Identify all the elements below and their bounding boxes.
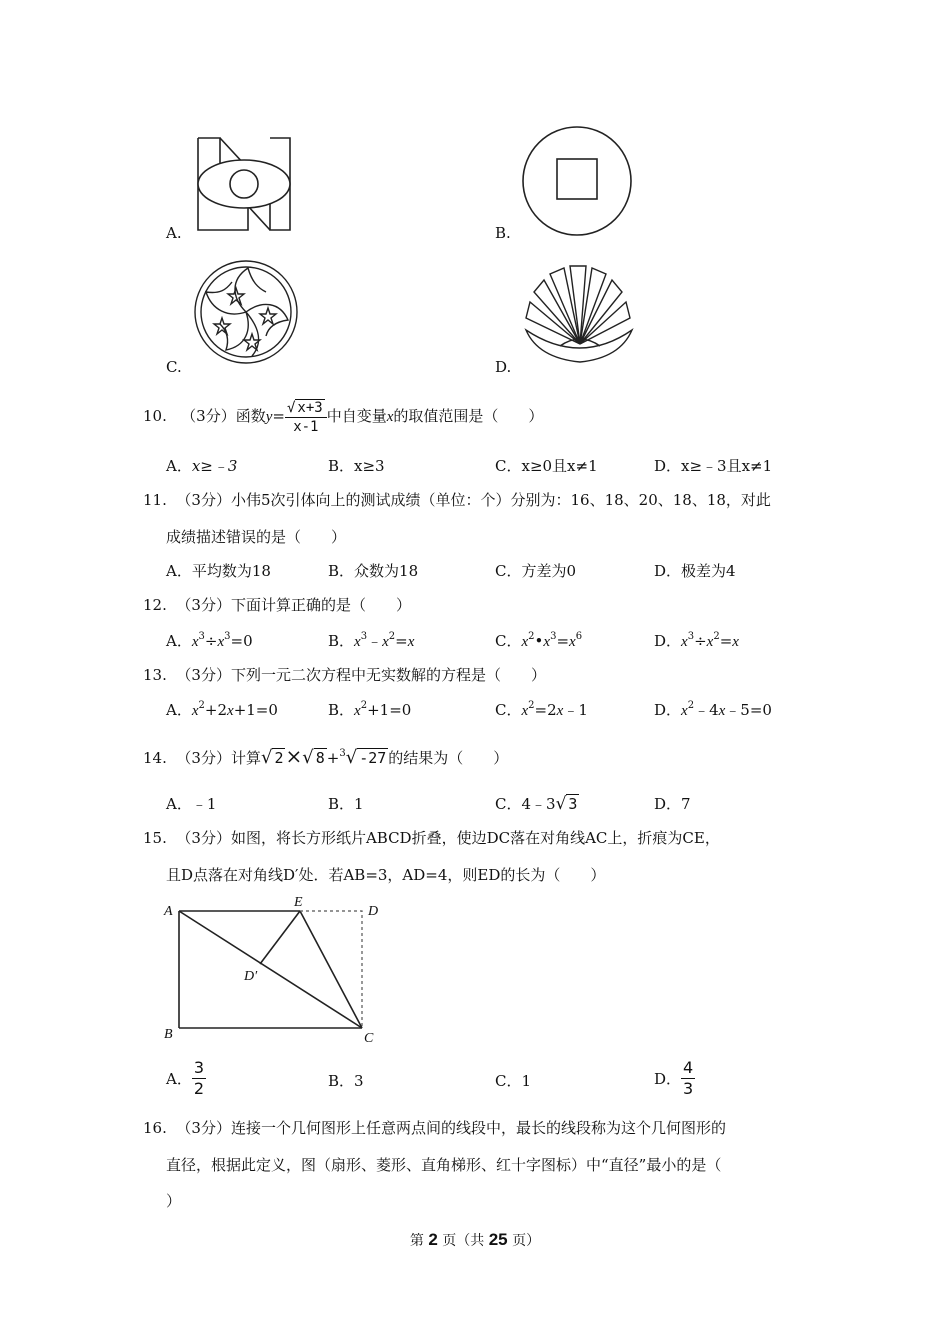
vertex-d-label: D bbox=[368, 904, 379, 919]
question-15: 15. （3分）如图，将长方形纸片ABCD折叠，使边DC落在对角线AC上，折痕为CE， bbox=[143, 829, 720, 847]
vertex-c-label: C bbox=[364, 1031, 374, 1046]
q13-option-b: B．$x^2+1=0$ bbox=[328, 700, 412, 719]
circle-square-coin-icon bbox=[520, 124, 634, 238]
q13-option-d: D．$x^2﹣4x﹣5=0$ bbox=[654, 700, 772, 719]
q14-option-c: C．4﹣3√ 3 bbox=[495, 794, 578, 814]
question-11-line2: 成绩描述错误的是（ ） bbox=[166, 528, 347, 546]
q11-option-b: B．众数为18 bbox=[328, 562, 419, 580]
vertex-e-label: E bbox=[294, 896, 303, 910]
q11-option-d: D．极差为4 bbox=[654, 562, 736, 580]
question-16: 16. （3分）连接一个几何图形上任意两点间的线段中，最长的线段称为这个几何图形的 bbox=[143, 1119, 726, 1137]
question-11: 11. （3分）小伟5次引体向上的测试成绩（单位：个）分别为：16、18、20、18、18，对此 bbox=[143, 491, 771, 509]
q9-option-a-label: A. bbox=[166, 224, 182, 242]
q12-option-c: C．$x^2•x^3=x^6$ bbox=[495, 631, 583, 650]
q10-option-b: B．x≥3 bbox=[328, 457, 385, 475]
q15-rectangle-figure bbox=[160, 896, 390, 1048]
q9-option-d-label: D. bbox=[495, 358, 512, 376]
q14-option-a: A．﹣1 bbox=[166, 795, 217, 813]
question-14: 14. （3分）计算√ 2 ×√ 8 +$^3$√ -27 的结果为（ ） bbox=[143, 744, 509, 768]
vertex-b-label: B bbox=[164, 1027, 173, 1042]
fan-shell-logo-icon bbox=[520, 262, 638, 368]
q9-option-c-label: C. bbox=[166, 358, 182, 376]
q11-option-c: C．方差为0 bbox=[495, 562, 577, 580]
question-13: 13. （3分）下列一元二次方程中无实数解的方程是（ ） bbox=[143, 666, 546, 684]
q12-option-a: A．$x^3\div x^3=0$ bbox=[166, 631, 253, 650]
q12-option-d: D．$x^3\div x^2=x$ bbox=[654, 631, 739, 650]
q10-fraction: $\frac{√ x+3}{x-1}$ bbox=[285, 401, 327, 434]
q15-option-c: C．1 bbox=[495, 1072, 532, 1090]
page-footer: 第 2 页（共 25 页） bbox=[409, 1230, 541, 1249]
bauhinia-star-logo-icon bbox=[192, 258, 300, 366]
q9-option-b-label: B. bbox=[495, 224, 511, 242]
q10-option-c: C．x≥0且x≠1 bbox=[495, 457, 598, 475]
vertex-dprime-label: D′ bbox=[244, 969, 258, 984]
vertex-a-label: A bbox=[164, 904, 173, 919]
question-16-line2: 直径，根据此定义，图（扇形、菱形、直角梯形、红十字图标）中“直径”最小的是（ bbox=[166, 1156, 722, 1174]
q11-option-a: A．平均数为18 bbox=[166, 562, 271, 580]
question-10: 10. （3分）函数y= $\frac{√ x+3}{x-1}$ 中自变量x的取值范围是（ ） bbox=[143, 399, 544, 435]
nn-eye-logo-icon bbox=[196, 136, 294, 234]
question-16-line3: ） bbox=[166, 1192, 182, 1210]
question-12: 12. （3分）下面计算正确的是（ ） bbox=[143, 596, 411, 614]
q13-option-a: A．$x^2+2x+1=0$ bbox=[166, 700, 278, 719]
q12-option-b: B．$x^3﹣x^2=x$ bbox=[328, 631, 415, 650]
q15-option-d: D． $\frac{4}{3}$ bbox=[654, 1058, 694, 1098]
q14-option-b: B．1 bbox=[328, 795, 364, 813]
q14-option-d: D．7 bbox=[654, 795, 691, 813]
q10-option-d: D．x≥﹣3且x≠1 bbox=[654, 457, 773, 475]
q10-option-a: A．x≥﹣3 bbox=[166, 457, 238, 475]
q15-option-b: B．3 bbox=[328, 1072, 364, 1090]
q13-option-c: C．$x^2=2x﹣1$ bbox=[495, 700, 588, 719]
question-15-line2: 且D点落在对角线D′处．若AB=3，AD=4，则ED的长为（ ） bbox=[166, 866, 606, 884]
q15-option-a: A． $\frac{3}{2}$ bbox=[166, 1058, 205, 1098]
